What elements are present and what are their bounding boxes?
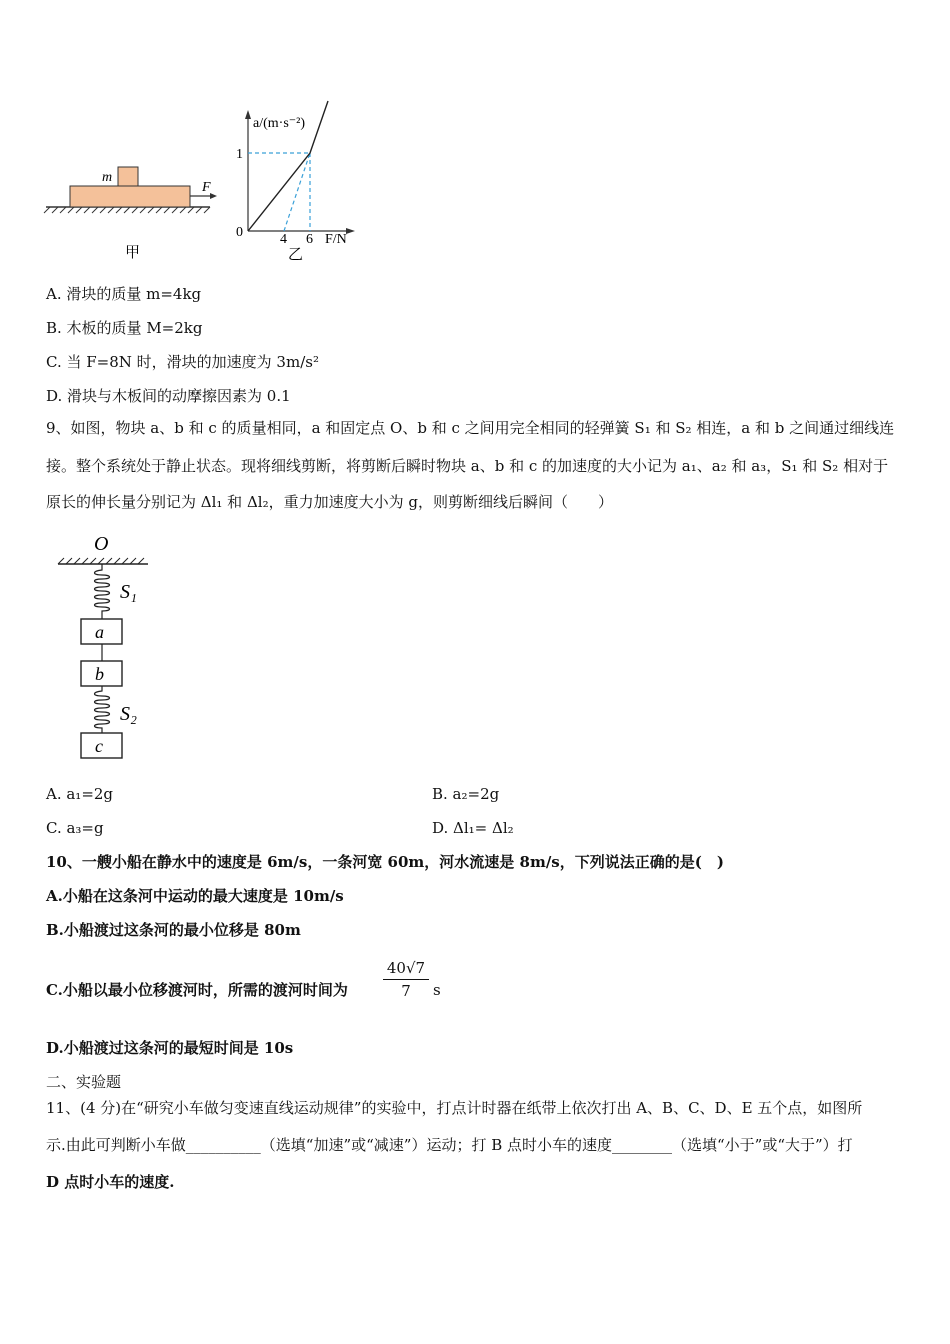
block-m: [118, 167, 138, 186]
q10-option-d: D.小船渡过这条河的最短时间是 10s: [46, 1039, 294, 1057]
q8-option-b: B. 木板的质量 M=2kg: [46, 319, 203, 337]
spring-s2: [95, 686, 110, 733]
block-a-label: a: [95, 622, 104, 642]
fraction-denominator: 7: [401, 982, 411, 1000]
y-tick-1: 1: [236, 147, 243, 162]
q11-line-3: D 点时小车的速度.: [46, 1173, 175, 1191]
block-b-label: b: [95, 664, 104, 684]
left-caption: 甲: [125, 245, 141, 261]
q8-option-d: D. 滑块与木板间的动摩擦因素为 0.1: [46, 387, 291, 405]
q11-line-2: 示.由此可判断小车做__________（选填“加速”或“减速”）运动；打 B 点时小车的速度________（选填“小于”或“大于”）打: [46, 1136, 853, 1154]
q10-option-c-unit: s: [433, 981, 441, 999]
spring2-label: S₂: [120, 703, 137, 725]
fraction-numerator: 40√7: [386, 959, 426, 977]
q9-option-a: A. a₁=2g: [46, 785, 114, 803]
q10-option-a: A.小船在这条河中运动的最大速度是 10m/s: [46, 887, 344, 905]
fraction-bar: [383, 979, 429, 980]
right-caption: 乙: [288, 247, 304, 263]
board: [70, 186, 190, 207]
section-title: 二、实验题: [46, 1073, 122, 1091]
origin-label: 0: [236, 225, 243, 240]
ceiling-label: O: [94, 533, 109, 555]
q9-line-2: 接。整个系统处于静止状态。现将细线剪断，将剪断后瞬时物块 a、b 和 c 的加速度的大小记为 a₁、a₂ 和 a₃，S₁ 和 S₂ 相对于: [46, 457, 889, 475]
q8-figure: [40, 95, 370, 270]
q8-option-a: A. 滑块的质量 m=4kg: [46, 285, 202, 303]
q9-option-d: D. Δl₁= Δl₂: [432, 819, 514, 837]
q10-option-c-prefix: C.小船以最小位移渡河时，所需的渡河时间为: [46, 981, 348, 999]
q10-option-b: B.小船渡过这条河的最小位移是 80m: [46, 921, 301, 939]
x-tick-6: 6: [306, 232, 313, 247]
x-axis-label: F/N: [325, 232, 347, 247]
x-tick-4: 4: [280, 232, 287, 247]
q9-line-1: 9、如图，物块 a、b 和 c 的质量相同，a 和固定点 O、b 和 c 之间用完全相同的轻弹簧 S₁ 和 S₂ 相连，a 和 b 之间通过细线连: [46, 419, 895, 437]
ground: [44, 207, 210, 213]
q9-option-c: C. a₃=g: [46, 819, 104, 837]
q10-fraction: [381, 958, 431, 1001]
spring-s1: [95, 564, 110, 619]
y-axis-label: a/(m·s⁻²): [253, 116, 306, 131]
q10-stem: 10、一艘小船在静水中的速度是 6m/s，一条河宽 60m，河水流速是 8m/s，下列说法正确的是( ): [46, 853, 724, 871]
q9-line-3: 原长的伸长量分别记为 Δl₁ 和 Δl₂，重力加速度大小为 g，则剪断细线后瞬间（ ）: [46, 493, 613, 511]
spring1-label: S₁: [120, 581, 137, 603]
q9-option-b: B. a₂=2g: [432, 785, 500, 803]
block-label: m: [102, 170, 113, 185]
q8-option-c: C. 当 F=8N 时，滑块的加速度为 3m/s²: [46, 353, 319, 371]
block-c-label: c: [95, 736, 103, 756]
force-label: F: [202, 180, 211, 195]
q11-line-1: 11、(4 分)在“研究小车做匀变速直线运动规律”的实验中，打点计时器在纸带上依次打出 A、B、C、D、E 五个点，如图所: [46, 1099, 863, 1117]
q9-spring-figure: [50, 528, 170, 768]
